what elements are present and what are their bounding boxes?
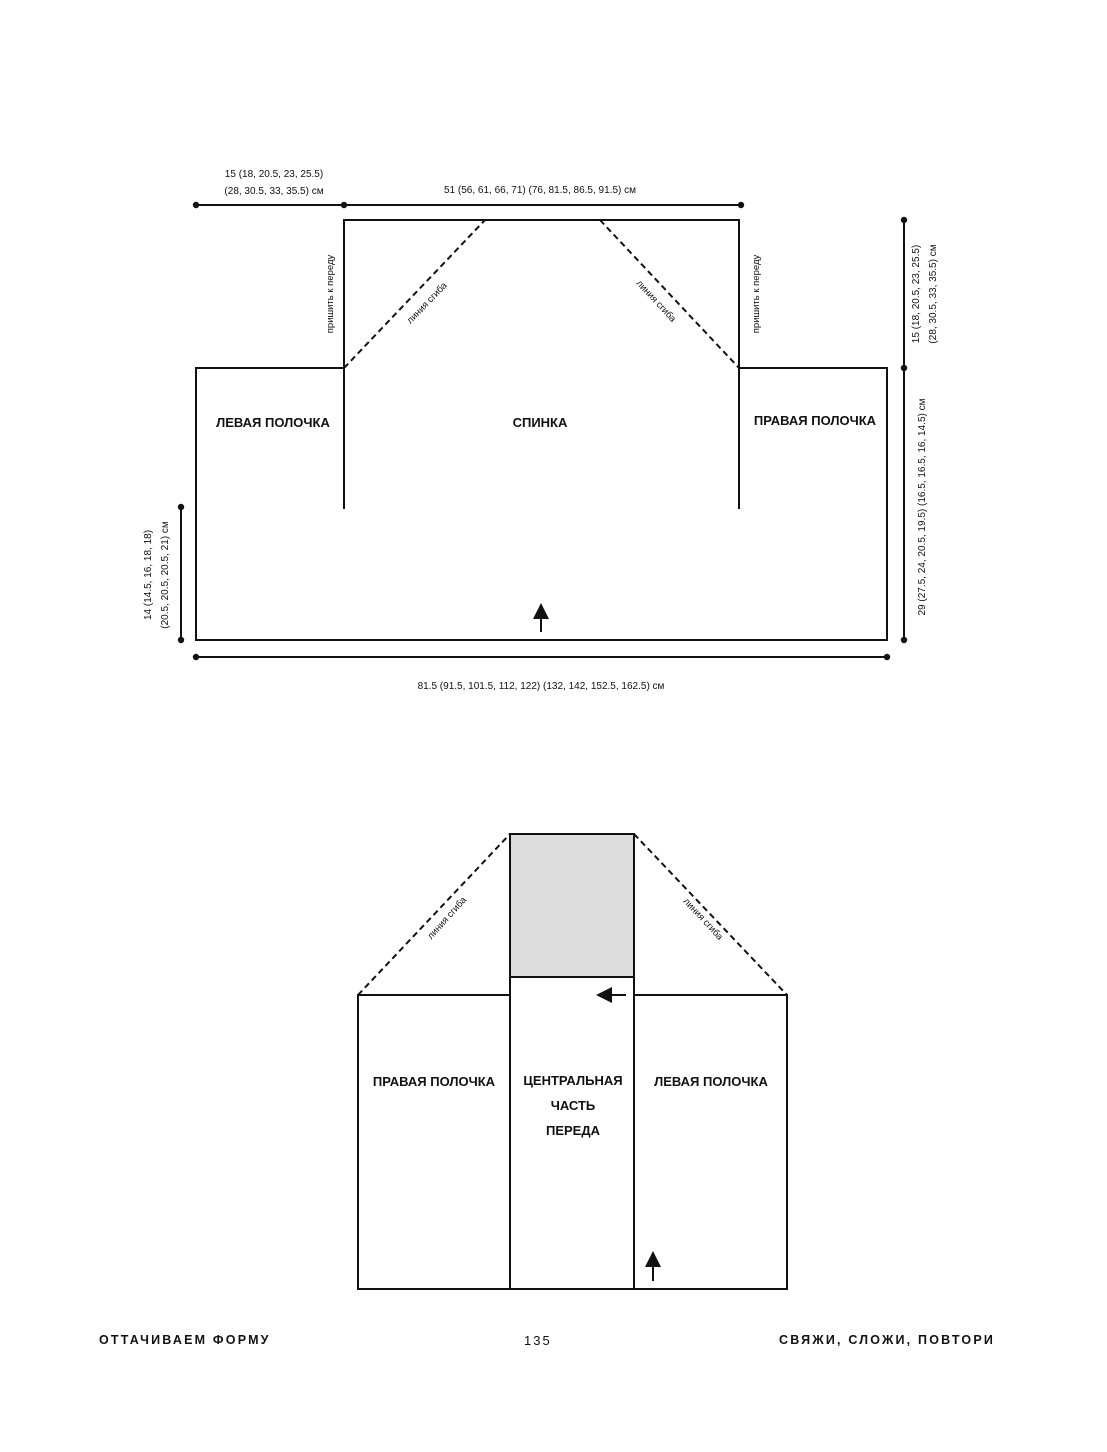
dim-right-bottom: 29 (27.5, 24, 20.5, 19.5) (16.5, 16.5, 16, 14.5) см [917, 398, 928, 616]
dim-left-2: (20.5, 20.5, 20.5, 21) см [160, 521, 171, 629]
label-center-line2: ЧАСТЬ [550, 1098, 596, 1113]
label-right-front-bottom: ПРАВАЯ ПОЛОЧКА [372, 1074, 496, 1089]
bottom-left-front-panel [634, 995, 787, 1289]
dim-top-left-1: 15 (18, 20.5, 23, 25.5) [224, 169, 324, 180]
label-left-front-top: ЛЕВАЯ ПОЛОЧКА [216, 415, 330, 430]
dim-top-center: 51 (56, 61, 66, 71) (76, 81.5, 86.5, 91.5) см [444, 185, 636, 196]
dim-bottom: 81.5 (91.5, 101.5, 112, 122) (132, 142, 152.5, 162.5) см [417, 681, 665, 692]
top-dimension-lines [181, 205, 904, 657]
center-shaded-panel [510, 834, 634, 977]
fold-line-bottom-left [358, 834, 510, 995]
fold-label-bottom-right: линия сгиба [680, 896, 725, 943]
label-left-front-bottom: ЛЕВАЯ ПОЛОЧКА [654, 1074, 768, 1089]
note-sew-left: пришить к переду [325, 254, 336, 334]
fold-line-bottom-right [634, 834, 787, 995]
page-number: 135 [524, 1333, 552, 1348]
label-back: СПИНКА [512, 415, 568, 430]
fold-label-top-right: линия сгиба [633, 278, 678, 325]
top-outline [196, 220, 887, 640]
fold-label-top-left: линия сгиба [404, 280, 450, 327]
label-center-line1: ЦЕНТРАЛЬНАЯ [523, 1073, 623, 1088]
label-right-front-top: ПРАВАЯ ПОЛОЧКА [753, 413, 877, 428]
footer-right-title: СВЯЖИ, СЛОЖИ, ПОВТОРИ [779, 1333, 996, 1347]
top-schematic [196, 220, 887, 640]
note-sew-right: пришить к переду [751, 254, 762, 334]
dim-right-top-1: 15 (18, 20.5, 23, 25.5) [911, 244, 922, 344]
footer-left-title: ОТТАЧИВАЕМ ФОРМУ [99, 1333, 271, 1347]
fold-label-bottom-left: линия сгиба [425, 894, 470, 942]
fold-line-right [600, 220, 739, 368]
dimension-end-dots [178, 202, 907, 660]
label-center-line3: ПЕРЕДА [545, 1123, 601, 1138]
fold-line-left [344, 220, 485, 368]
dim-right-top-2: (28, 30.5, 33, 35.5) см [928, 244, 939, 344]
dim-top-left-2: (28, 30.5, 33, 35.5) см [224, 186, 324, 197]
bottom-right-front-panel [358, 995, 510, 1289]
dim-left-1: 14 (14.5, 16, 18, 18) [143, 529, 154, 621]
